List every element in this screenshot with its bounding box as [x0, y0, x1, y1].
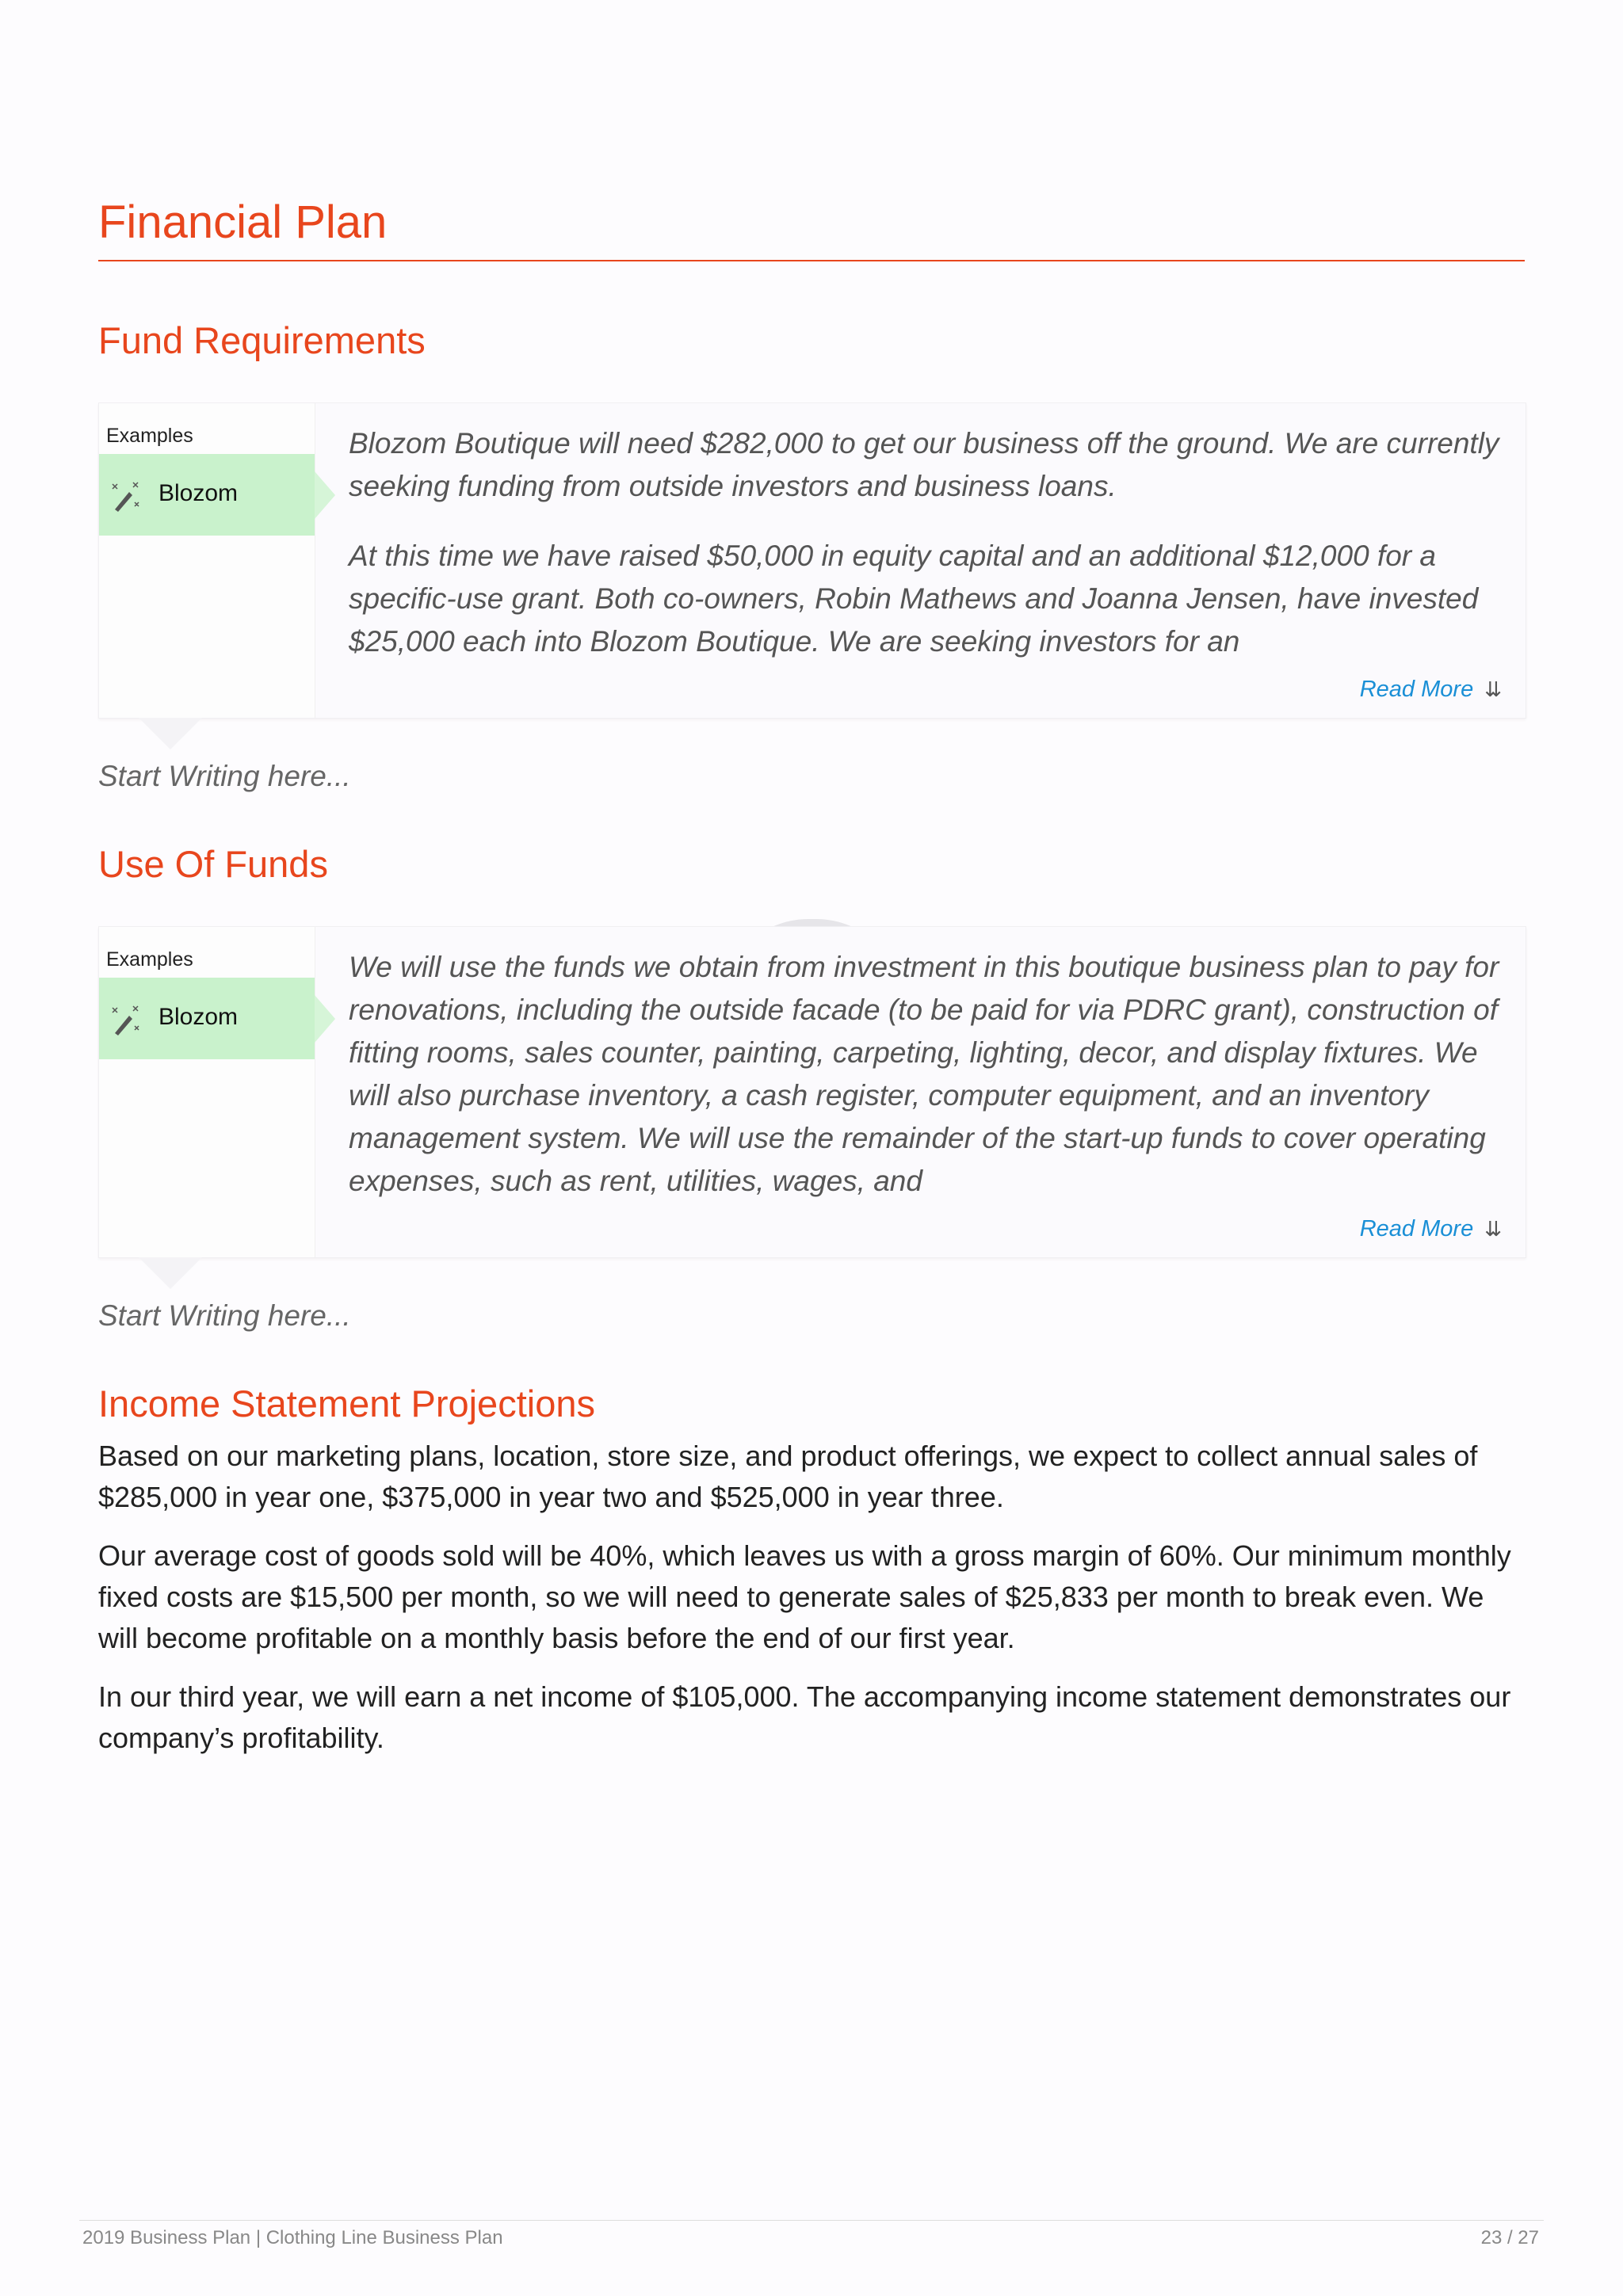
read-more-row	[349, 1211, 1502, 1245]
example-tab-label: Blozom	[158, 1004, 239, 1030]
double-chevron-down-icon[interactable]: ⇊	[1484, 677, 1502, 701]
examples-panel	[98, 926, 1526, 1258]
section-heading-income-statement: Income Statement Projections	[98, 1383, 595, 1425]
magic-wand-icon	[110, 1005, 142, 1036]
panel-pointer	[139, 718, 202, 749]
section-heading-use-of-funds: Use Of Funds	[98, 843, 328, 885]
read-more-link[interactable]: Read More	[1359, 1216, 1474, 1241]
example-text	[315, 403, 1526, 718]
income-paragraph: In our third year, we will earn a net income of $105,000. The accompanying income statement demonstrates our company’s profitability.	[98, 1680, 1511, 1754]
double-chevron-down-icon[interactable]: ⇊	[1484, 1217, 1502, 1241]
income-paragraph: Based on our marketing plans, location, store size, and product offerings, we expect to collect annual sales of $285,000 in year one, $375,000 in year two and $525,000 in year three.	[98, 1440, 1478, 1513]
example-paragraph: Blozom Boutique will need $282,000 to get our business off the ground. We are currently seeking funding from outside investors and business loans.	[349, 427, 1499, 502]
start-writing-input[interactable]: Start Writing here...	[98, 1299, 351, 1332]
example-paragraph: We will use the funds we obtain from investment in this boutique business plan to pay for renovations, including the outside facade (to be paid for via PDRC grant), construction of fitting rooms, sales counter, painting, carpeting, lighting, decor, and display fixtures. We will also purchase inventory, a cash register, computer equipment, and an inventory management system. We will use the remainder of the start-up funds to cover operating expenses, such as rent, utilities, wages, and	[349, 951, 1499, 1197]
example-paragraph: At this time we have raised $50,000 in equity capital and an additional $12,000 for a specific-use grant. Both co-owners, Robin Mathews and Joanna Jensen, have invested $25,000 each into Blozom Boutique. We are seeking investors for an	[349, 540, 1479, 658]
examples-sidebar	[99, 403, 315, 718]
section-heading-fund-requirements: Fund Requirements	[98, 319, 426, 361]
footer-title: 2019 Business Plan | Clothing Line Business Plan	[82, 2227, 503, 2248]
example-tab-blozom[interactable]	[99, 978, 315, 1059]
income-paragraph: Our average cost of goods sold will be 40%, which leaves us with a gross margin of 60%. Our minimum monthly fixed costs are $15,500 per month, so we will need to generate sales of $25,833 per month to break even. We will become profitable on a monthly basis before the end of our first year.	[98, 1539, 1511, 1654]
title-divider	[98, 260, 1525, 261]
examples-label: Examples	[106, 948, 193, 971]
page-title: Financial Plan	[98, 196, 388, 248]
read-more-row	[349, 671, 1502, 705]
start-writing-input[interactable]: Start Writing here...	[98, 760, 351, 792]
footer-divider	[79, 2220, 1544, 2221]
example-tab-label: Blozom	[158, 480, 239, 506]
example-tab-blozom[interactable]	[99, 454, 315, 536]
magic-wand-icon	[110, 481, 142, 513]
example-text	[315, 927, 1526, 1257]
page-number: 23 / 27	[1480, 2227, 1539, 2248]
read-more-link[interactable]: Read More	[1359, 677, 1474, 702]
examples-sidebar	[99, 927, 315, 1257]
examples-panel	[98, 402, 1526, 719]
panel-pointer	[139, 1257, 202, 1289]
examples-label: Examples	[106, 425, 193, 447]
